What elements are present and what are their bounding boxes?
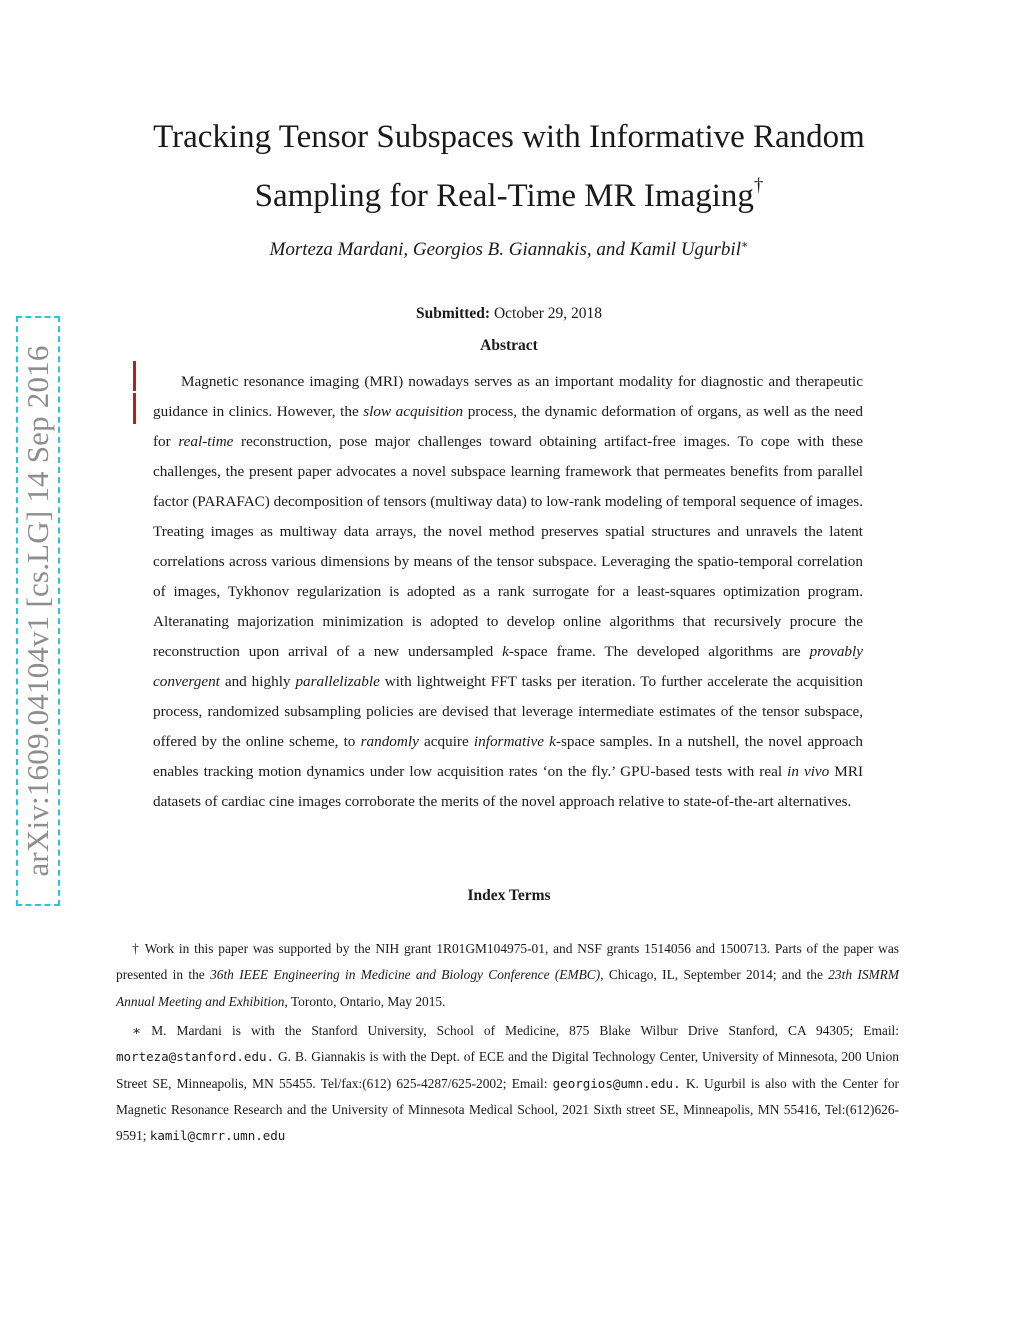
authors-text: Morteza Mardani, Georgios B. Giannakis, and Kamil Ugurbil — [269, 239, 741, 260]
email-link[interactable]: georgios@umn.edu. — [552, 1075, 681, 1091]
footnote-text: , Toronto, Ontario, May 2015. — [284, 993, 446, 1009]
authors-star: ∗ — [741, 239, 749, 251]
abstract-text: with lightweight FFT tasks per iteration. To further accelerate the acquisition process, randomized subsampling policies are devised that leverage intermediate estimates of the tensor subspace, offered by the online scheme, to — [153, 673, 863, 750]
abstract-text: and highly — [219, 673, 296, 690]
abstract-emphasis: parallelizable — [295, 673, 380, 690]
change-bar-2 — [133, 393, 136, 424]
paper-title — [100, 108, 918, 226]
change-bar-1 — [133, 361, 136, 391]
footnote-text: ∗ M. Mardani is with the Stanford University, School of Medicine, 875 Blake Wilbur Drive Stanford, CA 94305; Email: — [132, 1023, 899, 1038]
abstract-text: reconstruction, pose major challenges toward obtaining artifact-free images. To cope with these challenges, the present paper advocates a novel subspace learning framework that permeates benefits from parallel factor (PARAFAC) decomposition of tensors (multiway data) to low-rank modeling of temporal sequence of images. Treating images as multiway data arrays, the novel method preserves spatial structures and unravels the latent correlations across various dimensions by means of the tensor subspace. Leveraging the spatio-temporal correlation of images, Tykhonov regularization is adopted as a rank surrogate for a least-squares optimization program. Alteranating majorization minimization is adopted to develop online algorithms that recursively procure the reconstruction upon arrival of a new undersampled — [153, 433, 863, 660]
submitted-line — [100, 305, 918, 323]
footnote-funding — [116, 936, 899, 1015]
footnote-affiliations — [116, 1018, 899, 1149]
title-line-2: Sampling for Real-Time MR Imaging — [254, 178, 754, 214]
conference-name: 23th ISMRM Annual Meeting and Exhibition — [116, 967, 900, 1009]
abstract-emphasis: in vivo — [787, 763, 830, 780]
abstract-text: process, the dynamic deformation of organs, as well as the need for — [153, 403, 863, 450]
abstract-emphasis: provably convergent — [153, 643, 863, 690]
abstract-text: Magnetic resonance imaging (MRI) nowadays serves as an important modality for diagnostic and therapeutic guidance in clinics. However, the — [153, 373, 863, 420]
footnote-text: † Work in this paper was supported by the NIH grant 1R01GM104975-01, and NSF grants 1514056 and 1500713. Parts of the paper was presented in the — [116, 941, 899, 983]
conference-name: 36th IEEE Engineering in Medicine and Biology Conference (EMBC) — [210, 967, 601, 983]
abstract-text: -space frame. The developed algorithms are — [508, 643, 810, 660]
title-line-1: Tracking Tensor Subspaces with Informative Random — [153, 119, 865, 155]
email-link[interactable]: kamil@cmrr.umn.edu — [149, 1128, 286, 1144]
abstract-text: acquire — [418, 733, 474, 750]
abstract-math-k: k — [549, 733, 556, 750]
abstract-emphasis: slow acquisition — [363, 403, 464, 420]
author-list — [100, 238, 918, 261]
abstract-emphasis: real-time — [178, 433, 234, 450]
email-link[interactable]: morteza@stanford.edu. — [116, 1049, 275, 1065]
footnote-text: G. B. Giannakis is with the Dept. of ECE and the Digital Technology Center, University of Minnesota, 200 Union Street SE, Minneapolis, MN 55455. Tel/fax:(612) 625-4287/625-2002; Email: — [116, 1049, 899, 1091]
abstract-text: MRI datasets of cardiac cine images corroborate the merits of the novel approach relative to state-of-the-art alternatives. — [153, 763, 864, 810]
footnote-text: K. Ugurbil is also with the Center for Magnetic Resonance Research and the University of Minnesota Medical School, 2021 Sixth street SE, Minneapolis, MN 55416, Tel:(612)626-9591; — [116, 1075, 899, 1144]
abstract-heading: Abstract — [480, 337, 538, 354]
submitted-label: Submitted: — [416, 305, 491, 322]
index-terms-heading: Index Terms — [467, 887, 551, 904]
abstract-emphasis: randomly — [360, 733, 419, 750]
abstract-math-k: k — [502, 643, 509, 660]
abstract-text: -space samples. In a nutshell, the novel approach enables tracking motion dynamics under low acquisition rates ‘on the fly.’ GPU-based tests with real — [153, 733, 864, 780]
abstract-emphasis: informative — [473, 733, 544, 750]
title-dagger: † — [753, 175, 764, 196]
abstract-body — [153, 367, 863, 817]
arxiv-stamp: arXiv:1609.04104v1 [cs.LG] 14 Sep 2016 — [20, 345, 55, 877]
footnote-text: , Chicago, IL, September 2014; and the — [600, 967, 829, 983]
submitted-date: October 29, 2018 — [493, 305, 602, 322]
